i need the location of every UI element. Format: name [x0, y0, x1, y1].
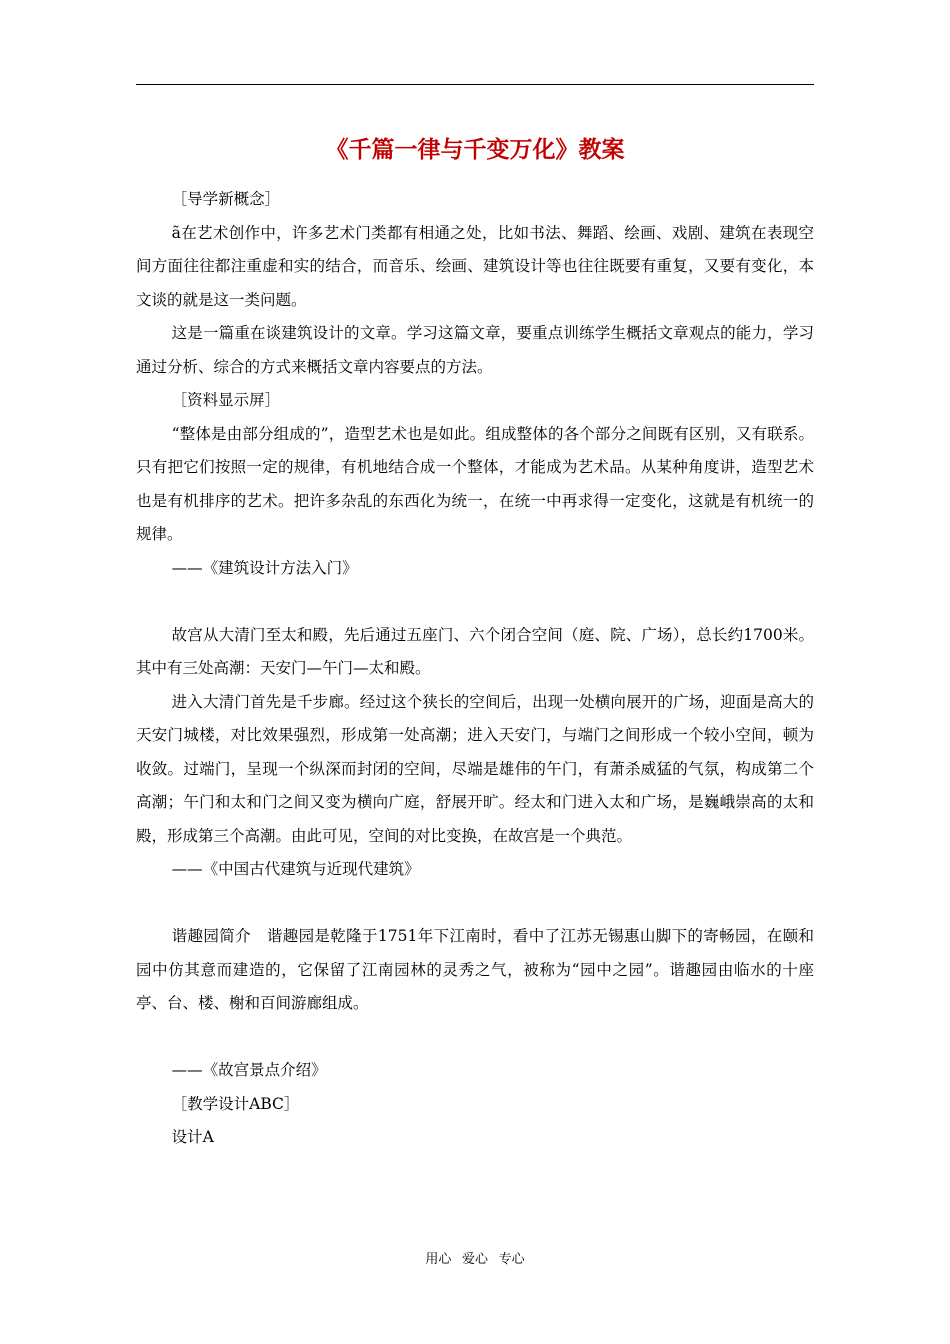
blank-line — [136, 887, 814, 921]
document-body — [136, 183, 814, 1155]
blank-line — [136, 1021, 814, 1055]
paragraph-intro: ã在艺术创作中，许多艺术门类都有相通之处，比如书法、舞蹈、绘画、戏剧、建筑在表现空间方面往往都注重虚和实的结合，而音乐、绘画、建筑设计等也往往既要有重复，又要有变化，本文谈的就是这一类问题。 — [136, 223, 814, 309]
section-heading-design: ［教学设计ABC］ — [171, 1094, 300, 1113]
section-heading-materials: ［资料显示屏］ — [171, 391, 281, 409]
citation-source-3: ——《故宫景点介绍》 — [171, 1061, 327, 1079]
paragraph-quote-whole: “整体是由部分组成的”，造型艺术也是如此。组成整体的各个部分之间既有区别，又有联系。只有把它们按照一定的规律，有机地结合成一个整体，才能成为艺术品。从某种角度讲，造型艺术也是有机排序的艺术。把许多杂乱的东西化为统一，在统一中再求得一定变化，这就是有机统一的规律。 — [136, 424, 814, 543]
citation-source-2: ——《中国古代建筑与近现代建筑》 — [171, 860, 420, 878]
paragraph-forbidden-city: 故宫从大清门至太和殿，先后通过五座门、六个闭合空间（庭、院、广场），总长约1700米。其中有三处高潮：天安门—午门—太和殿。 — [136, 625, 814, 677]
paragraph-objective: 这是一篇重在谈建筑设计的文章。学习这篇文章，要重点训练学生概括文章观点的能力，学习通过分析、综合的方式来概括文章内容要点的方法。 — [136, 324, 814, 376]
page-footer: 用心 爱心 专心 — [425, 1252, 525, 1267]
citation-source-1: ——《建筑设计方法入门》 — [171, 558, 358, 577]
design-a-label: 设计A — [171, 1128, 214, 1146]
document-title: 《千篇一律与千变万化》教案 — [325, 137, 625, 163]
paragraph-xiequ-garden: 谐趣园简介 谐趣园是乾隆于1751年下江南时，看中了江苏无锡惠山脚下的寄畅园，在颐和园中仿其意而建造的，它保留了江南园林的灵秀之气，被称为“园中之园”。谐趣园由临水的十座亭、台、楼、榭和百间游廊组成。 — [136, 927, 814, 1012]
header-rule — [136, 84, 814, 85]
section-heading-intro: ［导学新概念］ — [171, 190, 281, 208]
paragraph-space-sequence: 进入大清门首先是千步廊。经过这个狭长的空间后，出现一处横向展开的广场，迎面是高大的天安门城楼，对比效果强烈，形成第一处高潮；进入天安门，与端门之间形成一个较小空间，顿为收敛。过端门，呈现一个纵深而封闭的空间，尽端是雄伟的午门，有萧杀威猛的气氛，构成第二个高潮；午门和太和门之间又变为横向广庭，舒展开旷。经太和门进入太和广场，是巍峨崇高的太和殿，形成第三个高潮。由此可见，空间的对比变换，在故宫是一个典范。 — [136, 692, 814, 845]
blank-line — [136, 585, 814, 619]
